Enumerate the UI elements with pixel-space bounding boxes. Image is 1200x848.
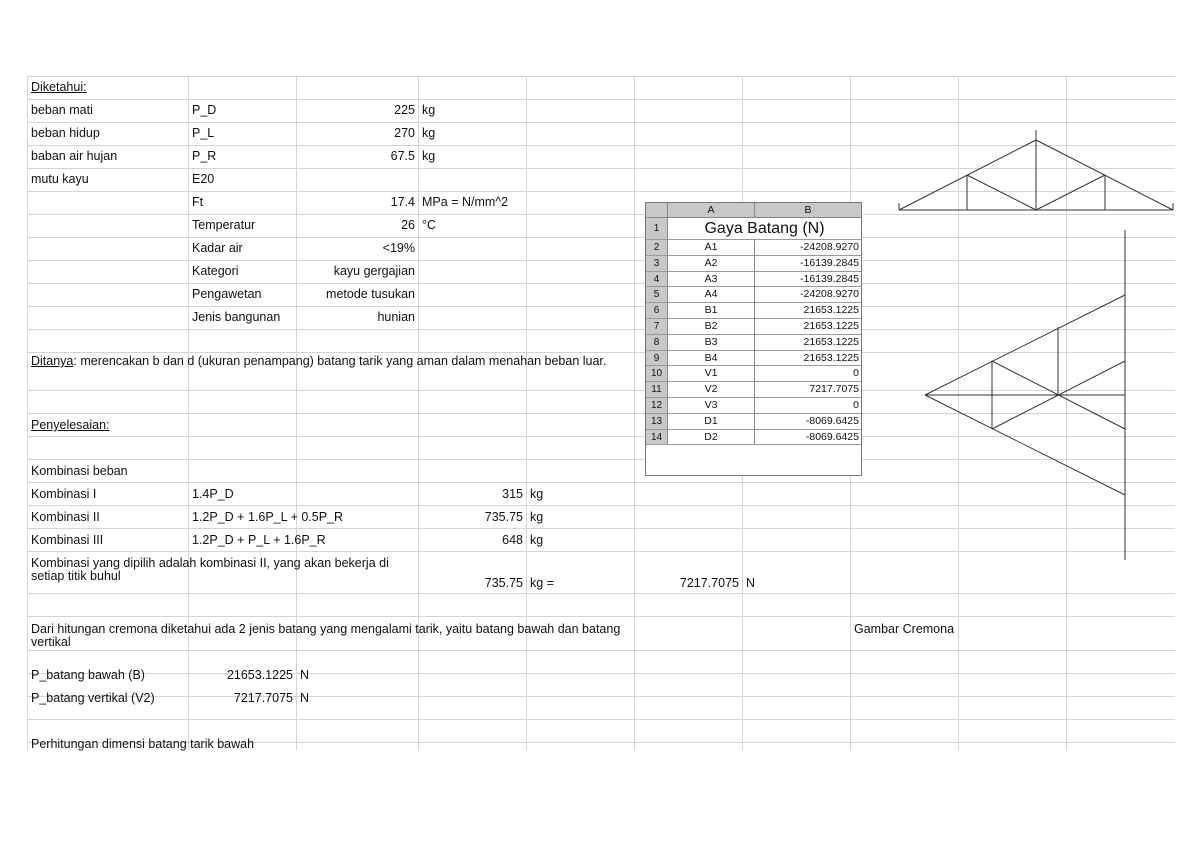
kombinasi-beban-heading[interactable]: Kombinasi beban [31,464,128,478]
roof-truss-diagram [895,125,1177,215]
ditanya-text: : merencakan b dan d (ukuran penampang) batang tarik yang aman dalam menahan beban luar. [73,354,607,368]
member-force-cell: 0 [755,398,861,414]
cremona-lower-ray-line [925,395,1125,495]
member-name-cell: B4 [668,351,755,367]
temperatur-label[interactable]: Temperatur [192,218,256,232]
komb3-unit[interactable]: kg [530,533,544,547]
komb2-formula[interactable]: 1.2P_D + 1.6P_L + 0.5P_R [192,510,344,524]
temperatur-unit[interactable]: °C [422,218,437,232]
p-batang-bawah-unit[interactable]: N [300,668,310,682]
komb-pilih-newton-value[interactable]: 7217.7075 [679,576,739,590]
komb-pilih-value[interactable]: 735.75 [484,576,523,590]
member-force-cell: -16139.2845 [755,272,861,288]
row-number: 8 [646,335,668,351]
p-batang-vertikal-label[interactable]: P_batang vertikal (V2) [31,691,155,705]
ft-value[interactable]: 17.4 [390,195,415,209]
ditanya-cell[interactable] [27,352,627,368]
ft-label[interactable]: Ft [192,195,204,209]
member-force-cell: -8069.6425 [755,430,861,446]
gambar-cremona-label[interactable]: Gambar Cremona [854,622,955,636]
member-name-cell: A1 [668,240,755,256]
kadar-air-value[interactable]: <19% [382,241,415,255]
beban-mati-unit[interactable]: kg [422,103,436,117]
beban-hidup-unit[interactable]: kg [422,126,436,140]
komb-pilih-unit[interactable]: kg = [530,576,554,590]
beban-air-label[interactable]: baban air hujan [31,149,118,163]
mutu-kayu-label[interactable]: mutu kayu [31,172,89,186]
p-batang-vertikal-value[interactable]: 7217.7075 [233,691,293,705]
member-force-cell: -16139.2845 [755,256,861,272]
temperatur-value[interactable]: 26 [401,218,415,232]
row-number: 1 [646,218,668,240]
row-number: 12 [646,398,668,414]
member-force-cell: -8069.6425 [755,414,861,430]
gaya-batang-table [645,202,862,476]
komb-pilih-newton-unit[interactable]: N [746,576,756,590]
jenis-bangunan-label[interactable]: Jenis bangunan [192,310,281,324]
cremona-diagram [920,225,1130,565]
penyelesaian-heading[interactable]: Penyelesaian: [31,418,110,432]
pengawetan-value[interactable]: metode tusukan [326,287,415,301]
member-name-cell: A2 [668,256,755,272]
member-name-cell: D2 [668,430,755,446]
row-number: 3 [646,256,668,272]
kategori-label[interactable]: Kategori [192,264,239,278]
member-name-cell: V3 [668,398,755,414]
truss-right-diagonal-line [1036,175,1105,210]
row-number: 11 [646,382,668,398]
truss-left-diagonal-line [967,175,1036,210]
p-batang-bawah-value[interactable]: 21653.1225 [226,668,293,682]
row-number: 9 [646,351,668,367]
column-a-header: A [668,203,755,218]
row-number: 4 [646,272,668,288]
row-number: 5 [646,287,668,303]
beban-air-symbol[interactable]: P_R [192,149,217,163]
row-number: 13 [646,414,668,430]
komb1-formula[interactable]: 1.4P_D [192,487,234,501]
komb2-value[interactable]: 735.75 [484,510,523,524]
komb2-unit[interactable]: kg [530,510,544,524]
cremona-upper-ray-line [925,295,1125,395]
beban-hidup-value[interactable]: 270 [394,126,415,140]
member-name-cell: A4 [668,287,755,303]
member-force-cell: 21653.1225 [755,303,861,319]
corner-header [646,203,668,218]
beban-air-unit[interactable]: kg [422,149,436,163]
member-force-cell: -24208.9270 [755,287,861,303]
row-number: 7 [646,319,668,335]
diketahui-heading[interactable]: Diketahui: [31,80,87,94]
beban-air-value[interactable]: 67.5 [390,149,415,163]
member-force-cell: 21653.1225 [755,351,861,367]
member-force-cell: 7217.7075 [755,382,861,398]
kadar-air-label[interactable]: Kadar air [192,241,243,255]
komb1-label[interactable]: Kombinasi I [31,487,97,501]
komb1-value[interactable]: 315 [502,487,523,501]
pengawetan-label[interactable]: Pengawetan [192,287,262,301]
member-name-cell: D1 [668,414,755,430]
komb2-label[interactable]: Kombinasi II [31,510,100,524]
row-number: 2 [646,240,668,256]
komb3-label[interactable]: Kombinasi III [31,533,104,547]
row-number: 6 [646,303,668,319]
member-name-cell: V1 [668,366,755,382]
kategori-value[interactable]: kayu gergajian [333,264,415,278]
beban-mati-symbol[interactable]: P_D [192,103,217,117]
member-name-cell: A3 [668,272,755,288]
p-batang-vertikal-unit[interactable]: N [300,691,310,705]
row-number: 10 [646,366,668,382]
member-force-cell: 0 [755,366,861,382]
member-name-cell: V2 [668,382,755,398]
komb3-formula[interactable]: 1.2P_D + P_L + 1.6P_R [192,533,326,547]
jenis-bangunan-value[interactable]: hunian [377,310,415,324]
ditanya-label: Ditanya [31,354,74,368]
komb1-unit[interactable]: kg [530,487,544,501]
member-name-cell: B3 [668,335,755,351]
gaya-batang-title: Gaya Batang (N) [668,218,861,240]
beban-hidup-label[interactable]: beban hidup [31,126,100,140]
p-batang-bawah-label[interactable]: P_batang bawah (B) [31,668,145,682]
komb3-value[interactable]: 648 [502,533,523,547]
row-number: 14 [646,430,668,446]
ft-unit[interactable]: MPa = N/mm^2 [422,195,509,209]
column-b-header: B [755,203,861,218]
member-force-cell: 21653.1225 [755,335,861,351]
perhitungan-heading[interactable]: Perhitungan dimensi batang tarik bawah [31,737,255,751]
beban-hidup-symbol[interactable]: P_L [192,126,215,140]
member-force-cell: 21653.1225 [755,319,861,335]
cremona-text[interactable]: Dari hitungan cremona diketahui ada 2 jenis batang yang mengalami tarik, yaitu batang bawah dan batang vertikal [31,622,621,649]
mutu-kayu-value[interactable]: E20 [192,172,215,186]
beban-mati-value[interactable]: 225 [394,103,415,117]
komb-pilih-text[interactable]: Kombinasi yang dipilih adalah kombinasi II, yang akan bekerja di setiap titik buhul [31,556,389,583]
beban-mati-label[interactable]: beban mati [31,103,93,117]
member-name-cell: B2 [668,319,755,335]
member-force-cell: -24208.9270 [755,240,861,256]
member-name-cell: B1 [668,303,755,319]
